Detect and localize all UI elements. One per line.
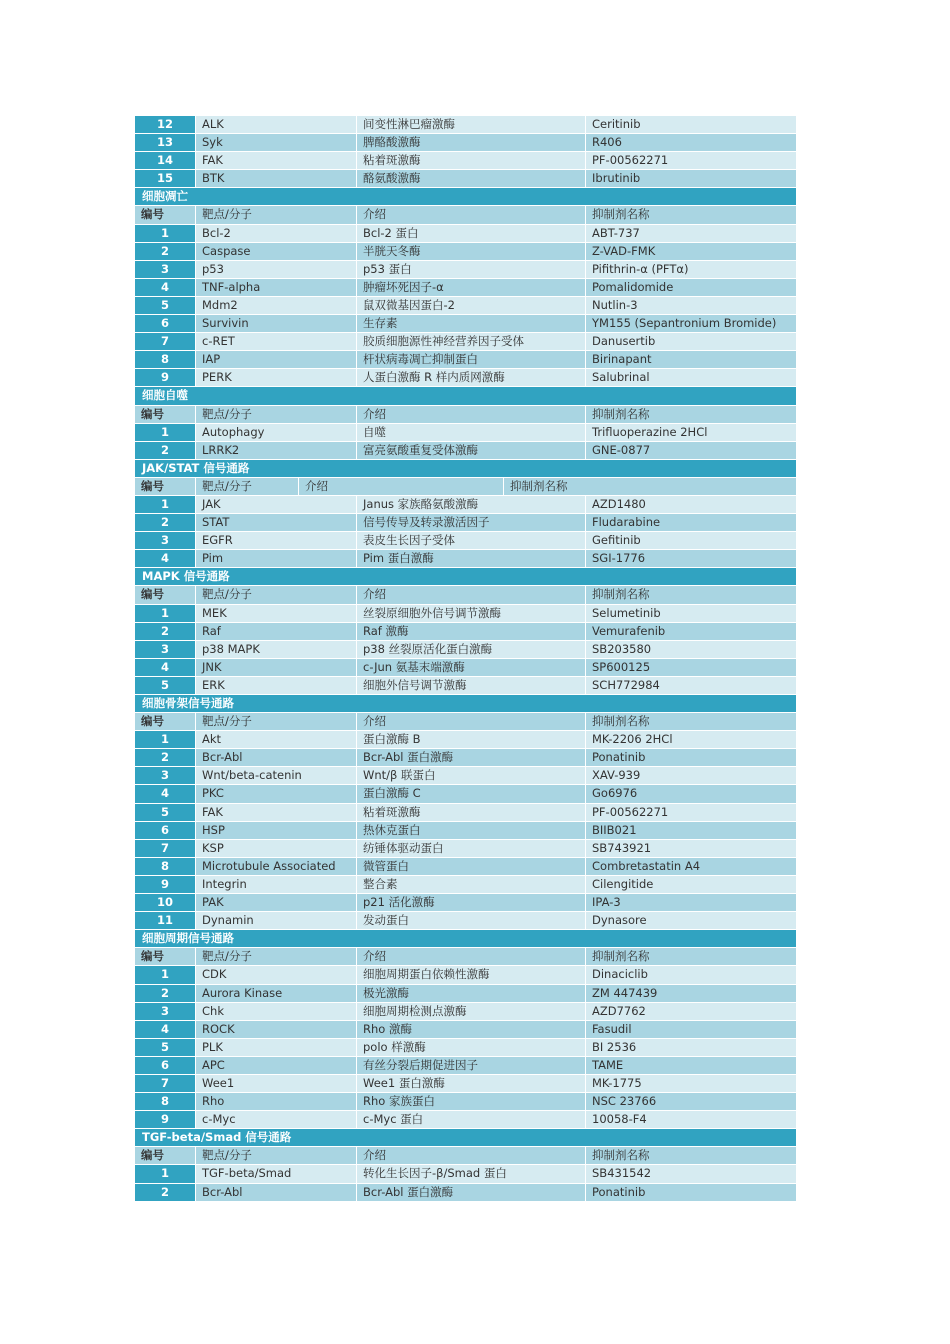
row-description: 丝裂原细胞外信号调节激酶 xyxy=(357,605,585,622)
row-number: 5 xyxy=(135,297,195,314)
table-row xyxy=(135,985,796,1002)
table-row xyxy=(135,641,796,658)
row-number: 3 xyxy=(135,532,195,549)
row-target: Integrin xyxy=(196,876,356,893)
row-number: 1 xyxy=(135,496,195,513)
row-description: 鼠双微基因蛋白-2 xyxy=(357,297,585,314)
row-number: 5 xyxy=(135,677,195,694)
column-header: 靶点/分子 xyxy=(196,406,356,423)
row-target: Aurora Kinase xyxy=(196,985,356,1002)
row-description: c-Myc 蛋白 xyxy=(357,1111,585,1128)
table-header-row xyxy=(135,948,796,965)
row-target: CDK xyxy=(196,966,356,983)
column-header: 靶点/分子 xyxy=(196,206,356,223)
row-target: PERK xyxy=(196,369,356,386)
row-number: 10 xyxy=(135,894,195,911)
row-number: 8 xyxy=(135,858,195,875)
table-row xyxy=(135,804,796,821)
row-target: HSP xyxy=(196,822,356,839)
row-description: Bcr-Abl 蛋白激酶 xyxy=(357,749,585,766)
row-description: 胶质细胞源性神经营养因子受体 xyxy=(357,333,585,350)
row-target: BTK xyxy=(196,170,356,187)
row-description: 发动蛋白 xyxy=(357,912,585,929)
table-row xyxy=(135,442,796,459)
row-target: Survivin xyxy=(196,315,356,332)
row-target: Rho xyxy=(196,1093,356,1110)
row-inhibitor: TAME xyxy=(586,1057,796,1074)
row-inhibitor: PF-00562271 xyxy=(586,152,796,169)
column-header: 靶点/分子 xyxy=(196,948,356,965)
row-description: p53 蛋白 xyxy=(357,261,585,278)
row-target: c-RET xyxy=(196,333,356,350)
row-inhibitor: NSC 23766 xyxy=(586,1093,796,1110)
column-header: 编号 xyxy=(135,206,195,223)
row-inhibitor: Salubrinal xyxy=(586,369,796,386)
row-description: Bcl-2 蛋白 xyxy=(357,225,585,242)
column-header: 靶点/分子 xyxy=(196,478,298,495)
row-inhibitor: SB203580 xyxy=(586,641,796,658)
row-inhibitor: Pomalidomide xyxy=(586,279,796,296)
table-row xyxy=(135,134,796,151)
table-row xyxy=(135,1021,796,1038)
row-target: KSP xyxy=(196,840,356,857)
table-row xyxy=(135,876,796,893)
section-title: JAK/STAT 信号通路 xyxy=(135,460,796,477)
table-row xyxy=(135,261,796,278)
table-row xyxy=(135,749,796,766)
table-row xyxy=(135,225,796,242)
row-number: 2 xyxy=(135,985,195,1002)
column-header: 介绍 xyxy=(357,713,585,730)
row-inhibitor: MK-1775 xyxy=(586,1075,796,1092)
row-description: 极光激酶 xyxy=(357,985,585,1002)
table-row xyxy=(135,1165,796,1182)
row-number: 14 xyxy=(135,152,195,169)
row-inhibitor: GNE-0877 xyxy=(586,442,796,459)
row-description: p21 活化激酶 xyxy=(357,894,585,911)
row-inhibitor: ZM 447439 xyxy=(586,985,796,1002)
row-target: IAP xyxy=(196,351,356,368)
row-number: 9 xyxy=(135,1111,195,1128)
row-inhibitor: AZD1480 xyxy=(586,496,796,513)
row-number: 6 xyxy=(135,1057,195,1074)
table-row xyxy=(135,1075,796,1092)
column-header: 编号 xyxy=(135,1147,195,1164)
row-target: STAT xyxy=(196,514,356,531)
column-header: 抑制剂名称 xyxy=(504,478,796,495)
section-title: TGF-beta/Smad 信号通路 xyxy=(135,1129,796,1146)
row-target: Pim xyxy=(196,550,356,567)
row-inhibitor: Birinapant xyxy=(586,351,796,368)
row-number: 2 xyxy=(135,442,195,459)
column-header: 抑制剂名称 xyxy=(586,406,796,423)
row-number: 3 xyxy=(135,1003,195,1020)
row-target: p38 MAPK xyxy=(196,641,356,658)
row-number: 1 xyxy=(135,1165,195,1182)
column-header: 编号 xyxy=(135,713,195,730)
row-number: 6 xyxy=(135,315,195,332)
row-number: 4 xyxy=(135,279,195,296)
row-number: 15 xyxy=(135,170,195,187)
row-inhibitor: R406 xyxy=(586,134,796,151)
row-inhibitor: Ceritinib xyxy=(586,116,796,133)
row-number: 3 xyxy=(135,641,195,658)
row-target: APC xyxy=(196,1057,356,1074)
row-target: Wnt/beta-catenin xyxy=(196,767,356,784)
table-row xyxy=(135,966,796,983)
row-target: Syk xyxy=(196,134,356,151)
row-description: 热休克蛋白 xyxy=(357,822,585,839)
row-number: 9 xyxy=(135,876,195,893)
table-header-row xyxy=(135,713,796,730)
row-description: p38 丝裂原活化蛋白激酶 xyxy=(357,641,585,658)
row-inhibitor: Cilengitide xyxy=(586,876,796,893)
row-target: Bcr-Abl xyxy=(196,749,356,766)
table-row xyxy=(135,243,796,260)
table-row xyxy=(135,550,796,567)
row-inhibitor: YM155 (Sepantronium Bromide) xyxy=(586,315,796,332)
row-description: 人蛋白激酶 R 样内质网激酶 xyxy=(357,369,585,386)
row-target: TGF-beta/Smad xyxy=(196,1165,356,1182)
row-description: Rho 家族蛋白 xyxy=(357,1093,585,1110)
row-description: polo 样激酶 xyxy=(357,1039,585,1056)
table-row xyxy=(135,333,796,350)
row-target: EGFR xyxy=(196,532,356,549)
table-row xyxy=(135,822,796,839)
table-row xyxy=(135,424,796,441)
row-target: Caspase xyxy=(196,243,356,260)
row-description: 微管蛋白 xyxy=(357,858,585,875)
row-inhibitor: Combretastatin A4 xyxy=(586,858,796,875)
column-header: 介绍 xyxy=(357,406,585,423)
row-target: Chk xyxy=(196,1003,356,1020)
table-row xyxy=(135,677,796,694)
row-description: 蛋白激酶 B xyxy=(357,731,585,748)
row-number: 8 xyxy=(135,351,195,368)
table-row xyxy=(135,116,796,133)
column-header: 靶点/分子 xyxy=(196,713,356,730)
row-number: 13 xyxy=(135,134,195,151)
row-inhibitor: Ibrutinib xyxy=(586,170,796,187)
row-target: c-Myc xyxy=(196,1111,356,1128)
table-header-row xyxy=(135,1147,796,1164)
row-description: 粘着斑激酶 xyxy=(357,152,585,169)
row-description: 肿瘤坏死因子-α xyxy=(357,279,585,296)
table-header-row xyxy=(135,206,796,223)
section-title: 细胞凋亡 xyxy=(135,188,796,205)
column-header: 编号 xyxy=(135,586,195,603)
column-header: 编号 xyxy=(135,478,195,495)
row-target: LRRK2 xyxy=(196,442,356,459)
column-header: 编号 xyxy=(135,406,195,423)
inhibitor-table xyxy=(135,116,796,1202)
table-header-row xyxy=(135,406,796,423)
row-inhibitor: Fasudil xyxy=(586,1021,796,1038)
row-description: 间变性淋巴瘤激酶 xyxy=(357,116,585,133)
column-header: 介绍 xyxy=(357,586,585,603)
row-number: 11 xyxy=(135,912,195,929)
row-description: 杆状病毒凋亡抑制蛋白 xyxy=(357,351,585,368)
table-row xyxy=(135,532,796,549)
row-number: 1 xyxy=(135,605,195,622)
table-row xyxy=(135,858,796,875)
row-number: 12 xyxy=(135,116,195,133)
row-inhibitor: Dynasore xyxy=(586,912,796,929)
table-row xyxy=(135,912,796,929)
row-target: FAK xyxy=(196,152,356,169)
row-number: 5 xyxy=(135,804,195,821)
column-header: 编号 xyxy=(135,948,195,965)
row-description: 粘着斑激酶 xyxy=(357,804,585,821)
row-inhibitor: Go6976 xyxy=(586,785,796,802)
row-number: 4 xyxy=(135,1021,195,1038)
column-header: 靶点/分子 xyxy=(196,1147,356,1164)
table-row xyxy=(135,767,796,784)
row-inhibitor: XAV-939 xyxy=(586,767,796,784)
row-inhibitor: SP600125 xyxy=(586,659,796,676)
section-title: 细胞自噬 xyxy=(135,387,796,404)
row-target: FAK xyxy=(196,804,356,821)
row-target: Wee1 xyxy=(196,1075,356,1092)
column-header: 抑制剂名称 xyxy=(586,713,796,730)
row-target: Akt xyxy=(196,731,356,748)
row-description: 信号传导及转录激活因子 xyxy=(357,514,585,531)
row-target: ERK xyxy=(196,677,356,694)
row-inhibitor: Nutlin-3 xyxy=(586,297,796,314)
table-row xyxy=(135,514,796,531)
row-inhibitor: Trifluoperazine 2HCl xyxy=(586,424,796,441)
row-target: PAK xyxy=(196,894,356,911)
row-description: 细胞周期蛋白依赖性激酶 xyxy=(357,966,585,983)
row-description: Rho 激酶 xyxy=(357,1021,585,1038)
table-header-row xyxy=(135,586,796,603)
row-number: 9 xyxy=(135,369,195,386)
row-inhibitor: Pifithrin-α (PFTα) xyxy=(586,261,796,278)
row-number: 8 xyxy=(135,1093,195,1110)
row-target: JAK xyxy=(196,496,356,513)
table-row xyxy=(135,351,796,368)
row-target: p53 xyxy=(196,261,356,278)
row-inhibitor: Danusertib xyxy=(586,333,796,350)
row-description: Wnt/β 联蛋白 xyxy=(357,767,585,784)
table-row xyxy=(135,315,796,332)
row-description: 有丝分裂后期促进因子 xyxy=(357,1057,585,1074)
row-inhibitor: IPA-3 xyxy=(586,894,796,911)
table-row xyxy=(135,1093,796,1110)
table-row xyxy=(135,1003,796,1020)
row-target: Autophagy xyxy=(196,424,356,441)
row-description: 细胞周期检测点激酶 xyxy=(357,1003,585,1020)
table-row xyxy=(135,1111,796,1128)
row-inhibitor: Z-VAD-FMK xyxy=(586,243,796,260)
row-inhibitor: SGI-1776 xyxy=(586,550,796,567)
table-row xyxy=(135,152,796,169)
table-row xyxy=(135,1057,796,1074)
row-number: 5 xyxy=(135,1039,195,1056)
row-number: 7 xyxy=(135,1075,195,1092)
row-inhibitor: AZD7762 xyxy=(586,1003,796,1020)
table-header-row xyxy=(135,478,796,495)
row-inhibitor: PF-00562271 xyxy=(586,804,796,821)
table-row xyxy=(135,785,796,802)
row-target: Dynamin xyxy=(196,912,356,929)
row-description: 富亮氨酸重复受体激酶 xyxy=(357,442,585,459)
row-description: Wee1 蛋白激酶 xyxy=(357,1075,585,1092)
row-number: 7 xyxy=(135,333,195,350)
row-inhibitor: Vemurafenib xyxy=(586,623,796,640)
row-description: 细胞外信号调节激酶 xyxy=(357,677,585,694)
table-row xyxy=(135,170,796,187)
table-row xyxy=(135,496,796,513)
row-number: 4 xyxy=(135,785,195,802)
row-inhibitor: BIIB021 xyxy=(586,822,796,839)
column-header: 抑制剂名称 xyxy=(586,1147,796,1164)
table-row xyxy=(135,297,796,314)
row-description: 整合素 xyxy=(357,876,585,893)
row-target: Bcl-2 xyxy=(196,225,356,242)
row-target: MEK xyxy=(196,605,356,622)
table-row xyxy=(135,731,796,748)
table-row xyxy=(135,1039,796,1056)
table-row xyxy=(135,840,796,857)
row-target: ALK xyxy=(196,116,356,133)
row-inhibitor: Ponatinib xyxy=(586,749,796,766)
column-header: 介绍 xyxy=(299,478,503,495)
row-inhibitor: BI 2536 xyxy=(586,1039,796,1056)
row-number: 1 xyxy=(135,424,195,441)
row-target: TNF-alpha xyxy=(196,279,356,296)
row-description: Raf 激酶 xyxy=(357,623,585,640)
table-row xyxy=(135,623,796,640)
column-header: 介绍 xyxy=(357,948,585,965)
row-target: PKC xyxy=(196,785,356,802)
row-number: 3 xyxy=(135,767,195,784)
row-inhibitor: SB431542 xyxy=(586,1165,796,1182)
section-title: 细胞周期信号通路 xyxy=(135,930,796,947)
row-inhibitor: Dinaciclib xyxy=(586,966,796,983)
row-description: 转化生长因子-β/Smad 蛋白 xyxy=(357,1165,585,1182)
row-description: 蛋白激酶 C xyxy=(357,785,585,802)
row-number: 2 xyxy=(135,749,195,766)
row-number: 2 xyxy=(135,243,195,260)
row-inhibitor: Fludarabine xyxy=(586,514,796,531)
row-number: 4 xyxy=(135,659,195,676)
row-inhibitor: Selumetinib xyxy=(586,605,796,622)
row-description: 半胱天冬酶 xyxy=(357,243,585,260)
row-number: 1 xyxy=(135,731,195,748)
row-target: Mdm2 xyxy=(196,297,356,314)
row-target: Microtubule Associated xyxy=(196,858,356,875)
row-number: 1 xyxy=(135,966,195,983)
row-description: c-Jun 氨基末端激酶 xyxy=(357,659,585,676)
column-header: 靶点/分子 xyxy=(196,586,356,603)
row-target: Raf xyxy=(196,623,356,640)
table-row xyxy=(135,605,796,622)
row-number: 2 xyxy=(135,514,195,531)
row-description: 生存素 xyxy=(357,315,585,332)
row-target: PLK xyxy=(196,1039,356,1056)
row-inhibitor: Gefitinib xyxy=(586,532,796,549)
row-target: ROCK xyxy=(196,1021,356,1038)
table-row xyxy=(135,369,796,386)
section-title: MAPK 信号通路 xyxy=(135,568,796,585)
row-inhibitor: MK-2206 2HCl xyxy=(586,731,796,748)
column-header: 抑制剂名称 xyxy=(586,948,796,965)
row-description: 表皮生长因子受体 xyxy=(357,532,585,549)
row-number: 2 xyxy=(135,623,195,640)
row-target: JNK xyxy=(196,659,356,676)
column-header: 抑制剂名称 xyxy=(586,206,796,223)
table-row xyxy=(135,894,796,911)
column-header: 抑制剂名称 xyxy=(586,586,796,603)
table-row xyxy=(135,659,796,676)
row-number: 6 xyxy=(135,822,195,839)
row-inhibitor: SB743921 xyxy=(586,840,796,857)
row-target: Bcr-Abl xyxy=(196,1184,356,1201)
row-description: 纺锤体驱动蛋白 xyxy=(357,840,585,857)
row-inhibitor: ABT-737 xyxy=(586,225,796,242)
column-header: 介绍 xyxy=(357,1147,585,1164)
row-description: 酪氨酸激酶 xyxy=(357,170,585,187)
row-inhibitor: Ponatinib xyxy=(586,1184,796,1201)
row-description: Bcr-Abl 蛋白激酶 xyxy=(357,1184,585,1201)
row-description: Pim 蛋白激酶 xyxy=(357,550,585,567)
row-description: Janus 家族酪氨酸激酶 xyxy=(357,496,585,513)
column-header: 介绍 xyxy=(357,206,585,223)
table-row xyxy=(135,1184,796,1201)
row-number: 7 xyxy=(135,840,195,857)
row-description: 脾酪酸激酶 xyxy=(357,134,585,151)
row-number: 1 xyxy=(135,225,195,242)
row-description: 自噬 xyxy=(357,424,585,441)
row-number: 4 xyxy=(135,550,195,567)
table-row xyxy=(135,279,796,296)
row-number: 2 xyxy=(135,1184,195,1201)
row-inhibitor: SCH772984 xyxy=(586,677,796,694)
section-title: 细胞骨架信号通路 xyxy=(135,695,796,712)
row-number: 3 xyxy=(135,261,195,278)
row-inhibitor: 10058-F4 xyxy=(586,1111,796,1128)
